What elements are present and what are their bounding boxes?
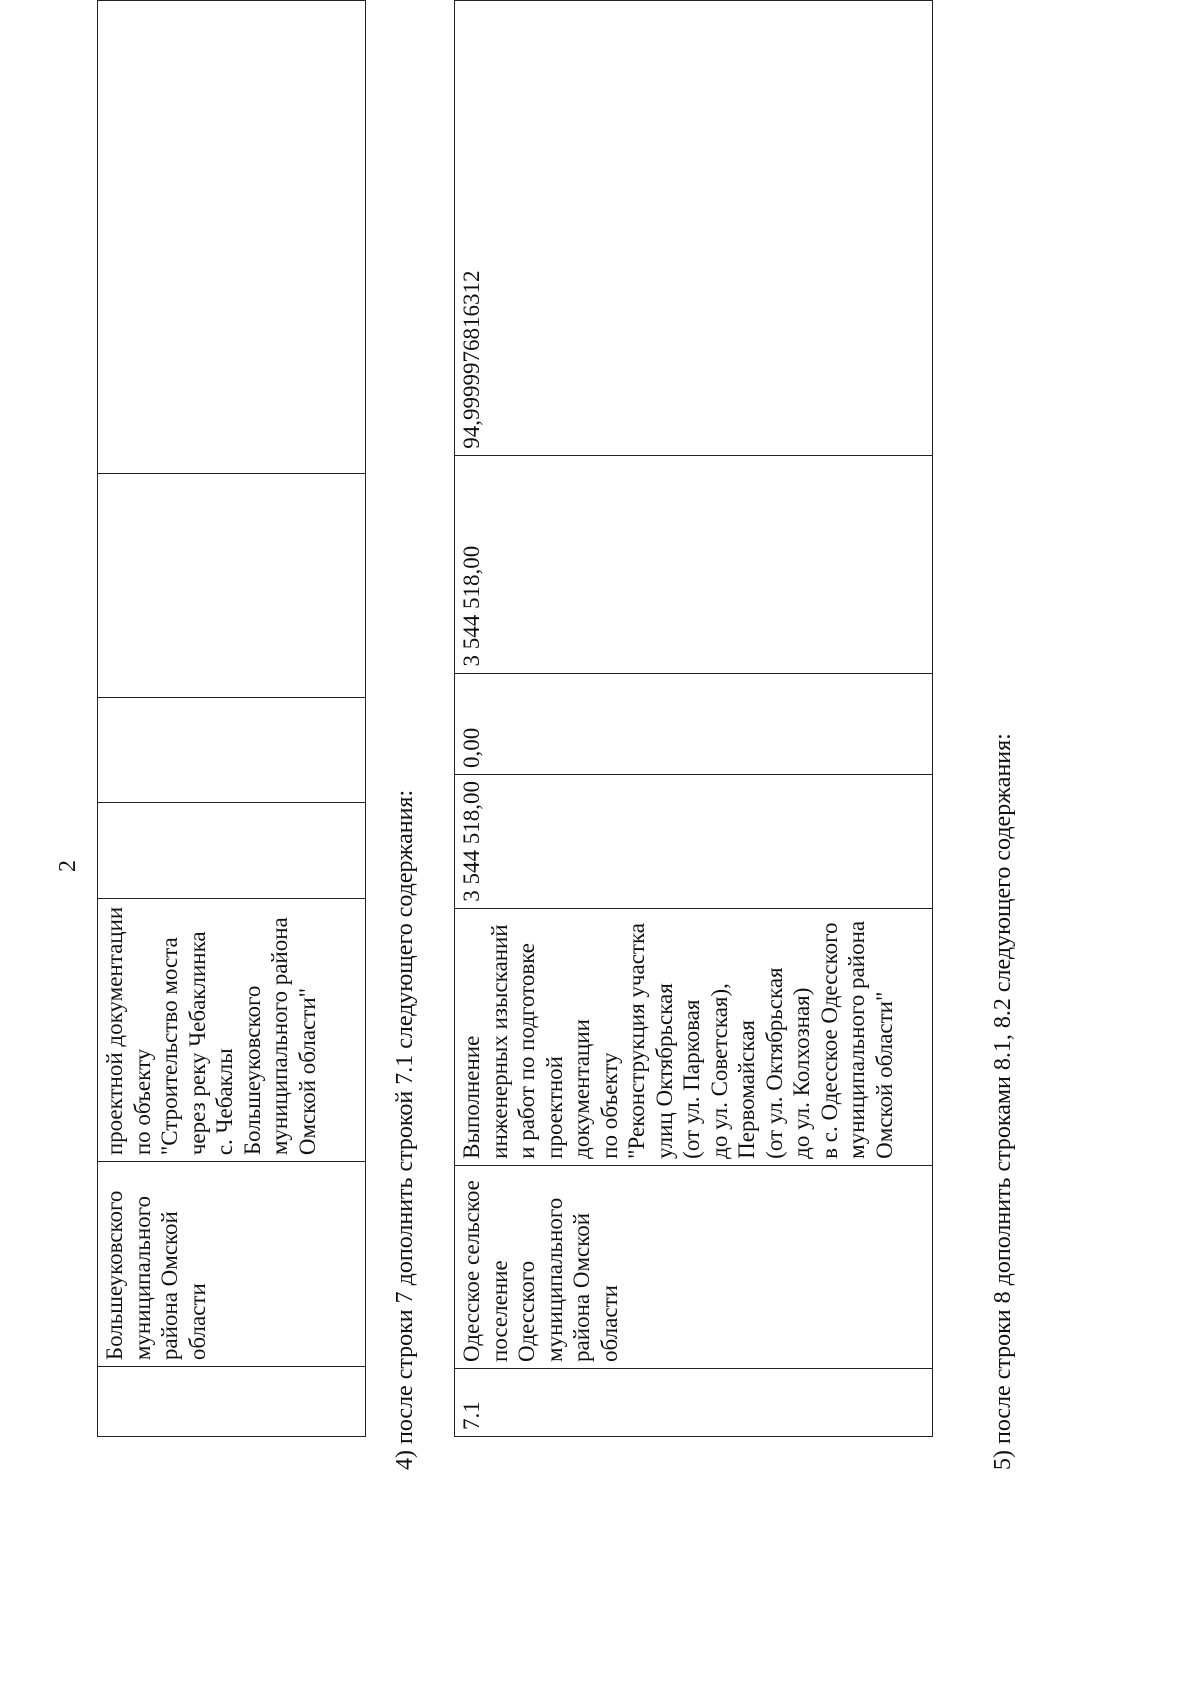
table-cell-description: Выполнение инженерных изысканий и работ по подготовке проектной документации по объекту "Реконструкция участка улиц Октябрьская (от ул. Парковая до ул. Советская), Первомайская (от ул. Октябрьская до ул. Колхозная) в с. Одесское Одесского муниципального района Омской области" bbox=[455, 908, 933, 1165]
table-cell-description: проектной документации по объекту "Строительство моста через реку Чебаклинка с. Чебаклы Большеуковского муниципального района Омской области" bbox=[98, 899, 366, 1162]
table-cell-amount-2: 3 544 518,00 bbox=[455, 455, 933, 673]
table-cell-amount-1: 0,00 bbox=[455, 673, 933, 774]
table-cell-total: 3 544 518,00 bbox=[455, 774, 933, 908]
amendment-paragraph-4: 4) после строки 7 дополнить строкой 7.1 следующего содержания: bbox=[392, 789, 418, 1470]
table-cell-total bbox=[98, 802, 366, 899]
amendment-paragraph-5: 5) после строки 8 дополнить строками 8.1, 8.2 следующего содержания: bbox=[990, 733, 1016, 1470]
table-cell-recipient: Большеуковского муниципального района Омской области bbox=[98, 1162, 366, 1367]
table-cell-number bbox=[98, 1367, 366, 1437]
table-amendment-7-1 bbox=[454, 0, 933, 1437]
table-cell-percent bbox=[98, 1, 366, 474]
table-row bbox=[98, 1, 366, 1437]
table-cell-amount-1 bbox=[98, 697, 366, 802]
table-cell-amount-2 bbox=[98, 474, 366, 698]
table-row bbox=[455, 1, 933, 1437]
page-number: 2 bbox=[55, 860, 81, 872]
table-cell-recipient: Одесское сельское поселение Одесского муниципального района Омской области bbox=[455, 1165, 933, 1368]
table-top bbox=[97, 0, 366, 1437]
table-cell-percent: 94,9999976816312 bbox=[455, 1, 933, 456]
table-cell-number: 7.1 bbox=[455, 1368, 933, 1436]
